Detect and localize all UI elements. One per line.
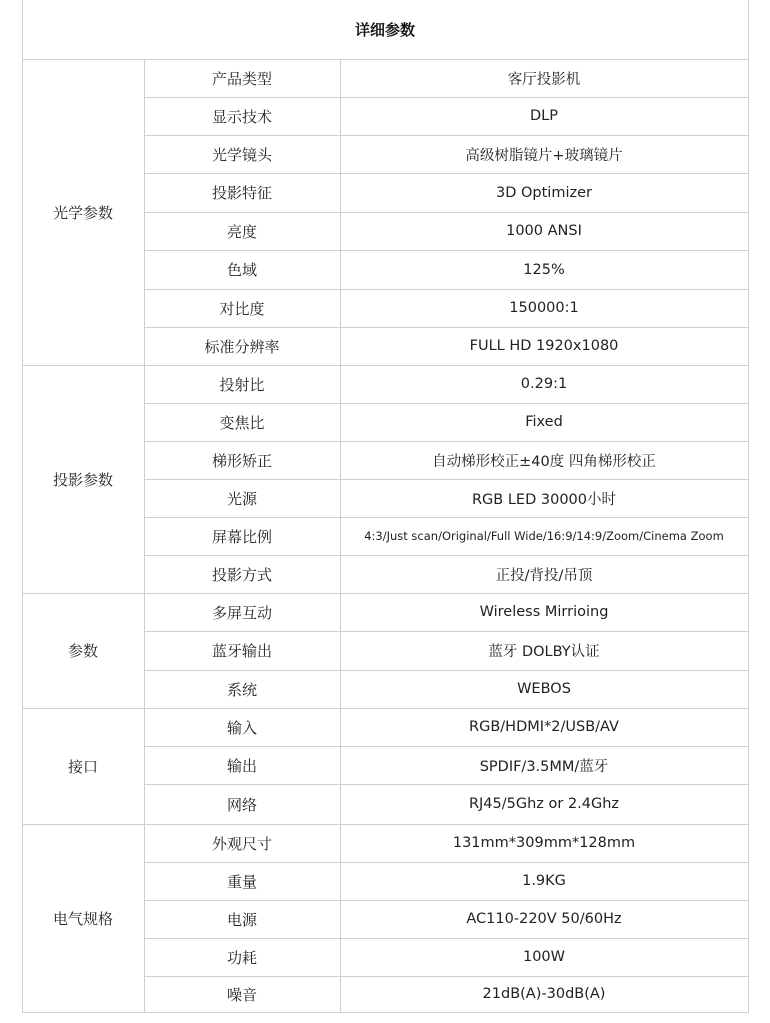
param-value: AC110-220V 50/60Hz [466, 911, 622, 927]
param-value: 150000:1 [509, 300, 579, 316]
param-value: 125% [523, 261, 565, 278]
param-value: 客厅投影机 [507, 71, 581, 88]
param-label: 网络 [226, 795, 257, 814]
param-label: 系统 [226, 680, 257, 699]
row-divider [22, 1012, 749, 1013]
param-label: 投影特征 [211, 184, 272, 202]
param-label: 亮度 [226, 222, 257, 241]
param-label: 投射比 [219, 375, 265, 394]
param-value: 4:3/Just scan/Original/Full Wide/16:9/14:9/Zoom/Cinema Zoom [364, 529, 724, 543]
param-label: 变焦比 [219, 413, 265, 432]
param-label: 光学镜头 [211, 145, 272, 164]
param-value: 高级树脂镜片+玻璃镜片 [465, 147, 623, 164]
param-value: FULL HD 1920x1080 [469, 338, 619, 354]
param-label: 对比度 [219, 299, 265, 318]
param-value: SPDIF/3.5MM/蓝牙 [479, 758, 609, 775]
param-value: 21dB(A)-30dB(A) [482, 986, 606, 1002]
param-label: 光源 [226, 489, 257, 508]
param-value: RGB LED 30000小时 [471, 491, 616, 508]
param-label: 外观尺寸 [211, 834, 272, 853]
param-label: 重量 [226, 872, 257, 891]
param-value: 自动梯形校正±40度 四角梯形校正 [432, 453, 656, 470]
group-label: 投影参数 [52, 470, 113, 489]
param-value: 正投/背投/吊顶 [495, 567, 593, 584]
param-value: RGB/HDMI*2/USB/AV [469, 719, 619, 735]
param-value: RJ45/5Ghz or 2.4Ghz [468, 796, 620, 812]
param-value: 1000 ANSI [506, 223, 582, 239]
param-value: 131mm*309mm*128mm [452, 835, 636, 851]
param-value: 3D Optimizer [496, 184, 592, 201]
table-title: 详细参数 [354, 21, 415, 39]
param-value: 蓝牙 DOLBY认证 [488, 644, 600, 660]
param-label: 显示技术 [211, 107, 272, 126]
param-value: 0.29:1 [520, 376, 568, 392]
param-value: Fixed [525, 414, 563, 430]
param-label: 梯形矫正 [211, 451, 272, 470]
group-label: 接口 [67, 757, 98, 776]
spec-table [22, 0, 748, 1012]
param-label: 屏幕比例 [211, 527, 272, 546]
param-label: 输入 [226, 718, 257, 737]
group-label: 参数 [67, 642, 98, 660]
param-label: 多屏互动 [211, 603, 272, 622]
param-value: DLP [530, 108, 558, 124]
param-label: 功耗 [226, 948, 257, 967]
group-label: 光学参数 [52, 203, 113, 222]
param-label: 色域 [226, 261, 257, 279]
param-label: 输出 [226, 756, 257, 775]
param-label: 噪音 [226, 985, 257, 1004]
param-value: Wireless Mirrioing [479, 604, 609, 620]
param-label: 蓝牙输出 [211, 642, 272, 660]
param-value: WEBOS [517, 681, 571, 697]
column-divider [748, 0, 749, 1012]
param-label: 产品类型 [211, 69, 272, 88]
param-label: 标准分辨率 [204, 337, 280, 356]
param-label: 电源 [226, 910, 257, 929]
param-value: 100W [522, 949, 565, 965]
group-label: 电气规格 [52, 909, 113, 928]
param-label: 投影方式 [211, 565, 272, 584]
param-value: 1.9KG [522, 873, 566, 889]
